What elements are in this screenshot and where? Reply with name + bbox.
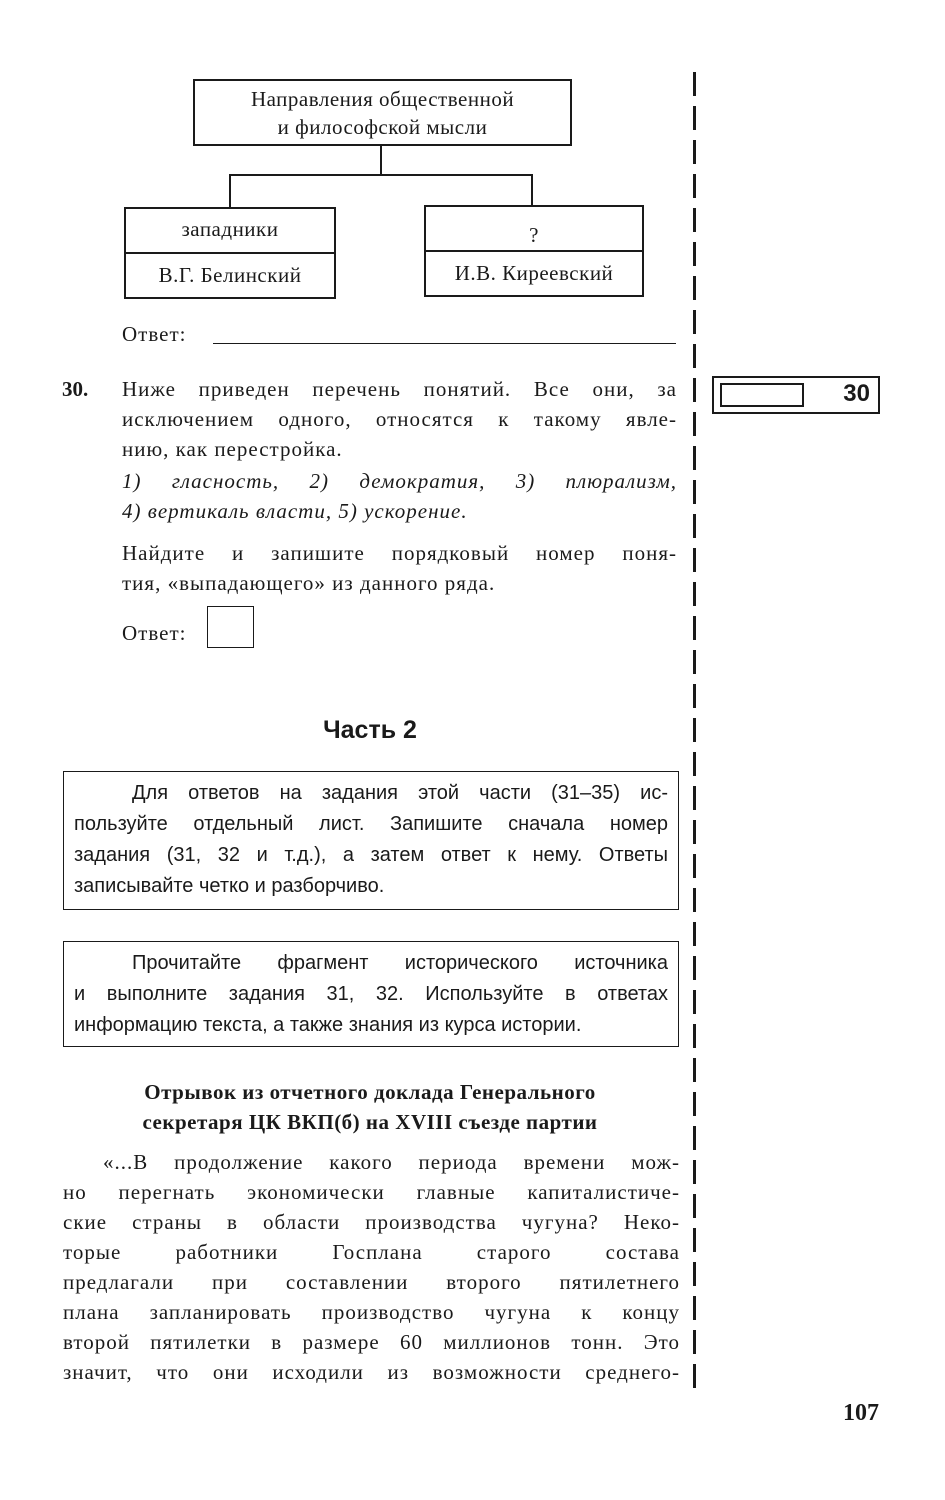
scheme-left-divider [126,252,334,254]
source-title-line-1: Отрывок из отчетного доклада Генерального [144,1080,596,1104]
instructions-box1-line-1: Для ответов на задания этой части (31–35) ис- [132,782,668,804]
source-text-line-5: предлагали при составлении второго пятилетнего [63,1270,680,1294]
connector-horizontal [229,174,533,176]
task30-instruction-line-2: тия, «выпадающего» из данного ряда. [122,571,496,595]
scheme-top-box [193,79,572,146]
source-text-line-2: но перегнать экономически главные капиталистиче- [63,1180,680,1204]
scheme-right-divider [426,250,642,252]
instructions-box2-line-3: информацию текста, а также знания из курса истории. [74,1014,582,1036]
part2-title: Часть 2 [323,716,417,744]
scheme-top-line1: Направления общественной [250,87,515,111]
instructions-box2-line-2: и выполните задания 31, 32. Используйте в ответах [74,983,668,1005]
page-number: 107 [843,1400,879,1426]
margin-answer-input-30[interactable] [720,383,804,407]
task30-question-line-3: нию, как перестройка. [122,437,343,461]
instructions-box1-line-2: пользуйте отдельный лист. Запишите сначала номер [74,813,668,835]
connector-left [229,174,231,208]
source-text-line-3: ские страны в области производства чугуна? Неко- [63,1210,680,1234]
task30-question-line-2: исключением одного, относятся к такому явле- [122,407,677,431]
scheme-right-header: ? [529,223,539,247]
answer-label-30: Ответ: [122,621,187,645]
scheme-right-box [424,205,644,297]
answer-line-29[interactable] [213,343,676,344]
connector-right [531,174,533,208]
instructions-box-2 [63,941,679,1047]
source-text-line-4: торые работники Госплана старого состава [63,1240,680,1264]
scheme-left-header: западники [181,217,279,241]
scheme-top-line2: и философской мысли [277,115,488,139]
source-title-line-2: секретаря ЦК ВКП(б) на XVIII съезде партии [142,1110,598,1134]
scheme-right-name: И.В. Киреевский [454,261,614,285]
margin-answer-field-30 [712,376,880,414]
task30-question-line-1: Ниже приведен перечень понятий. Все они, за [122,377,677,401]
task30-concepts-line-1: 1) гласность, 2) демократия, 3) плюрализм, [122,469,677,493]
source-text-line-6: плана запланировать производство чугуна к концу [63,1300,680,1324]
connector-vertical-main [380,146,382,176]
scheme-left-name: В.Г. Белинский [158,263,302,287]
source-text-line-8: значит, что они исходили из возможности среднего- [63,1360,680,1384]
instructions-box1-line-4: записывайте четко и разборчиво. [74,875,385,897]
instructions-box-1 [63,771,679,910]
answer-label-29: Ответ: [122,322,187,346]
source-text-line-1: «...В продолжение какого периода времени мож- [103,1150,680,1174]
margin-task-number: 30 [843,380,870,407]
task30-instruction-line-1: Найдите и запишите порядковый номер поня- [122,541,677,565]
scheme-left-box [124,207,336,299]
task30-concepts-line-2: 4) вертикаль власти, 5) ускорение. [122,499,468,523]
task-number-30: 30. [62,377,89,401]
source-text-line-7: второй пятилетки в размере 60 миллионов тонн. Это [63,1330,680,1354]
instructions-box1-line-3: задания (31, 32 и т.д.), а затем ответ к нему. Ответы [74,844,668,866]
answer-box-30[interactable] [207,606,254,648]
instructions-box2-line-1: Прочитайте фрагмент исторического источника [132,952,668,974]
